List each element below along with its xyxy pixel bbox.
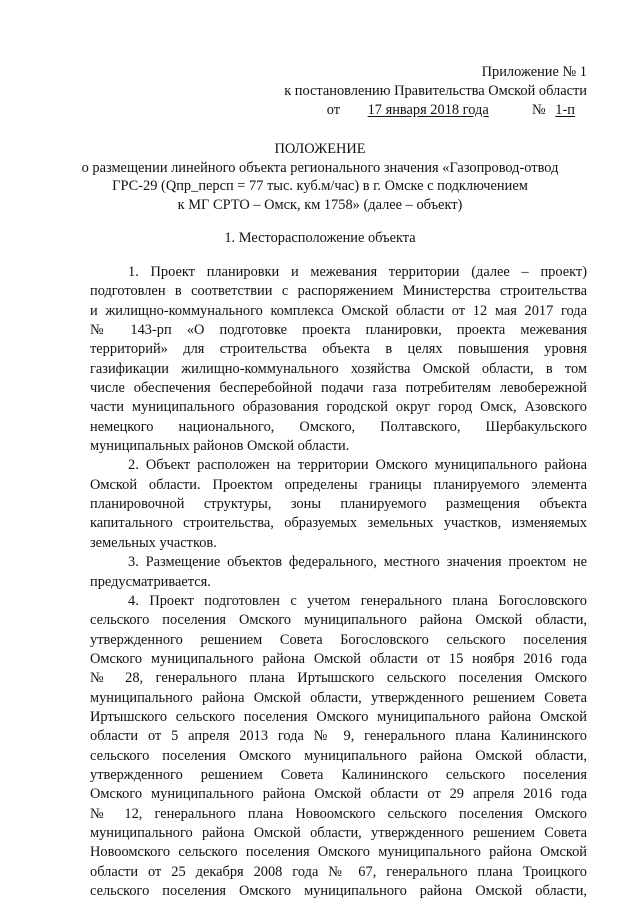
resolution-date-line [327, 100, 585, 120]
paragraph-line: Омского муниципального района Омской области от 29 апреля 2016 года [90, 786, 587, 803]
paragraph-line: сельского поселения Омского муниципального района Омской области, [90, 883, 587, 899]
paragraph-line: 2. Объект расположен на территории Омского муниципального района [128, 457, 587, 474]
paragraph-line: сельского поселения Омского муниципального района Омской области, [90, 612, 587, 629]
paragraph-line: и жилищно-коммунального комплекса Омской области от 12 мая 2017 года [90, 302, 587, 319]
resolution-date: 17 января 2018 года [367, 102, 489, 118]
number-prefix: № [531, 102, 546, 118]
paragraph-line: области от 25 декабря 2008 года № 67, генерального плана Троицкого [90, 863, 587, 880]
paragraph-line: Омского муниципального района Омской области от 15 ноября 2016 года [90, 650, 587, 667]
paragraph-line: газификации жилищно-коммунального хозяйства Омской области, в том [90, 360, 587, 377]
paragraph-line: сельского поселения Омского муниципального района Омской области, [90, 747, 587, 764]
title-heading: ПОЛОЖЕНИЕ [274, 141, 366, 157]
paragraph-line: № 143-рп «О подготовке проекта планировки, проекта межевания [90, 322, 587, 339]
paragraph-line: подготовлен в соответствии с распоряжением Министерства строительства [90, 283, 587, 300]
paragraph-line: Новоомского сельского поселения Омского муниципального района Омской [90, 844, 587, 861]
paragraph-line: муниципального района Омской области, утвержденного решением Совета [90, 824, 587, 841]
paragraph-line: Иртышского сельского поселения Омского муниципального района Омской [90, 708, 587, 725]
paragraph-line: части муниципального образования городской округ город Омск, Азовского [90, 399, 587, 416]
paragraph-line: области от 5 апреля 2013 года № 9, генерального плана Калининского [90, 728, 587, 745]
paragraph-line: территорий» для строительства объекта в целях повышения уровня [90, 341, 587, 358]
paragraph-line: капитального строительства, образуемых земельных участков, изменяемых [90, 515, 587, 532]
paragraph-line: предусматривается. [90, 573, 211, 590]
paragraph-line: муниципальных районов Омской области. [90, 438, 350, 455]
paragraph-line: № 28, генерального плана Иртышского сельского поселения Омского [90, 670, 587, 687]
paragraph-line: Омской области. Проектом определены границы планируемого элемента [90, 476, 587, 493]
paragraph-line: муниципального района Омской области, утвержденного решением Совета [90, 689, 587, 706]
document-title [40, 140, 600, 214]
paragraph-line: земельных участков. [90, 534, 217, 551]
title-line: ГРС-29 (Qпр_персп = 77 тыс. куб.м/час) в г. Омске с подключением [112, 178, 528, 195]
paragraph-line: 4. Проект подготовлен с учетом генерального плана Богословского [128, 592, 587, 609]
appendix-label: Приложение № 1 [481, 64, 587, 80]
paragraph-line: утвержденного решением Совета Богословского сельского поселения [90, 631, 587, 648]
paragraph-line: 3. Размещение объектов федерального, местного значения проектом не [128, 554, 587, 571]
paragraph-line: 1. Проект планировки и межевания территории (далее – проект) [128, 264, 587, 280]
document-body [90, 263, 587, 901]
resolution-number: 1-п [555, 102, 575, 118]
resolution-reference: к постановлению Правительства Омской области [284, 83, 587, 99]
paragraph-line: № 12, генерального плана Новоомского сельского поселения Омского [90, 805, 587, 822]
paragraph-line: утвержденного решением Совета Калининского сельского поселения [90, 766, 587, 783]
date-prefix: от [326, 102, 340, 118]
paragraph-line: числе обеспечения бесперебойной подачи газа потребителям левобережной [90, 380, 587, 397]
paragraph-line: планировочной структуры, зоны планируемого размещения объекта [90, 496, 587, 513]
title-line: к МГ СРТО – Омск, км 1758» (далее – объект) [177, 196, 463, 213]
paragraph-line: немецкого национального, Омского, Полтавского, Шербакульского [90, 418, 587, 435]
section-heading: 1. Месторасположение объекта [224, 230, 416, 246]
title-line: о размещении линейного объекта регионального значения «Газопровод-отвод [81, 159, 559, 176]
